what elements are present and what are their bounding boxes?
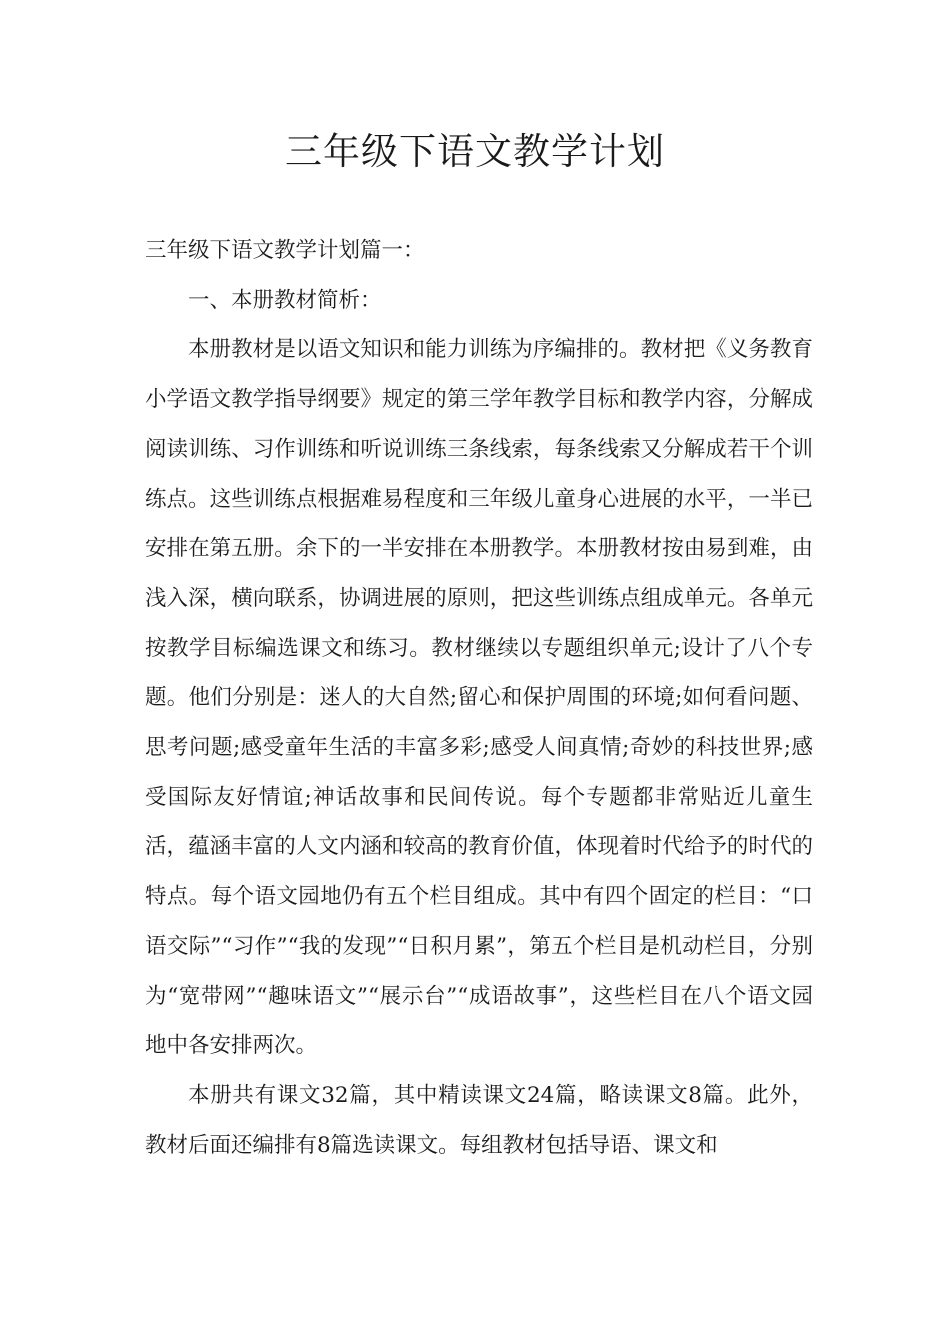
document-title: 三年级下语文教学计划 [285,130,665,173]
document-body [145,226,813,1170]
section-heading: 三年级下语文教学计划篇一： [145,238,425,263]
body-paragraph: 本册教材是以语文知识和能力训练为序编排的。教材把《义务教育小学语文教学指导纲要》规定的第三学年教学目标和教学内容，分解成阅读训练、习作训练和听说训练三条线索，每条线索又分解成若干个训练点。这些训练点根据难易程度和三年级儿童身心进展的水平，一半已安排在第五册。余下的一半安排在本册教学。本册教材按由易到难，由浅入深，横向联系，协调进展的原则，把这些训练点组成单元。各单元按教学目标编选课文和练习。教材继续以专题组织单元;设计了八个专题。他们分别是：迷人的大自然;留心和保护周围的环境;如何看问题、思考问题;感受童年生活的丰富多彩;感受人间真情;奇妙的科技世界;感受国际友好情谊;神话故事和民间传说。每个专题都非常贴近儿童生活，蕴涵丰富的人文内涵和较高的教育价值，体现着时代给予的时代的特点。每个语文园地仍有五个栏目组成。其中有四个固定的栏目：“口语交际”“习作”“我的发现”“日积月累”，第五个栏目是机动栏目，分别为“宽带网”“趣味语文”“展示台”“成语故事”，这些栏目在八个语文园地中各安排两次。 [145,337,813,1059]
body-paragraph: 本册共有课文32篇，其中精读课文24篇，略读课文8篇。此外，教材后面还编排有8篇选读课文。每组教材包括导语、课文和 [145,1082,813,1158]
subsection-heading: 一、本册教材简析： [188,287,382,313]
